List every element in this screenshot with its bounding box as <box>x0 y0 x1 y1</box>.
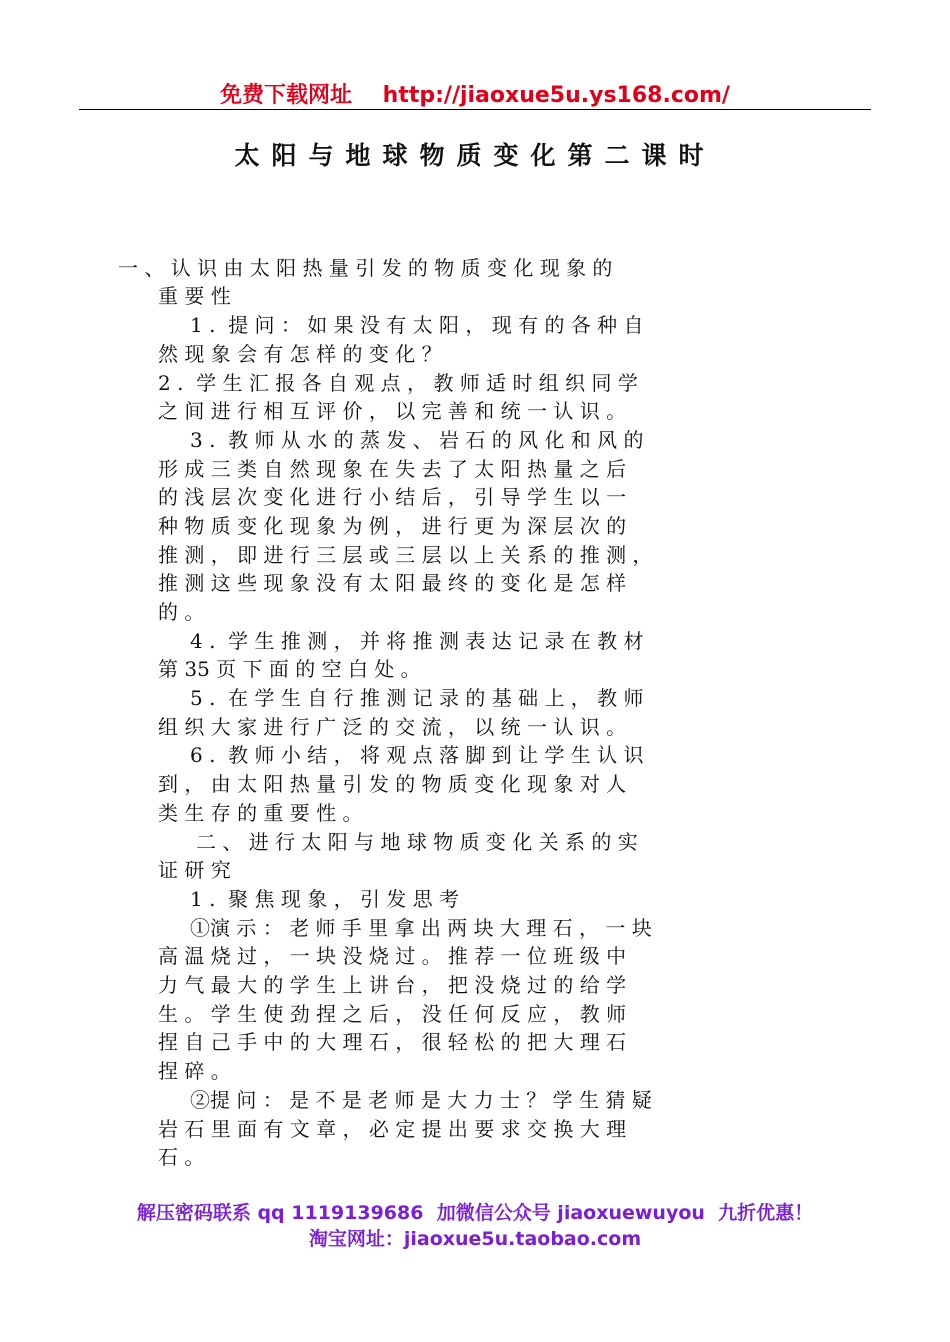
text-line: 高 温 烧 过 ， 一 块 没 烧 过 。 推 荐 一 位 班 级 中 <box>158 944 627 968</box>
page-title: 太阳与地球物质变化第二课时 <box>234 141 716 170</box>
text-line: 然 现 象 会 有 怎 样 的 变 化 ？ <box>158 342 442 366</box>
text-line: 证 研 究 <box>158 858 231 882</box>
text-line: 6 . 教 师 小 结 ， 将 观 点 落 脚 到 让 学 生 认 识 <box>190 743 644 767</box>
text-line: 3 . 教 师 从 水 的 蒸 发 、 岩 石 的 风 化 和 风 的 <box>190 428 644 452</box>
text-line: 的 。 <box>158 600 205 624</box>
text-line: 岩 石 里 面 有 文 章 ， 必 定 提 出 要 求 交 换 大 理 <box>158 1117 627 1141</box>
text-line: 类 生 存 的 重 要 性 。 <box>158 801 363 825</box>
text-line: 1 . 提 问 ： 如 果 没 有 太 阳 ， 现 有 的 各 种 自 <box>190 313 644 337</box>
text-line: 5 . 在 学 生 自 行 推 测 记 录 的 基 础 上 ， 教 师 <box>190 686 644 710</box>
footer-contact: 解压密码联系 qq 1119139686 加微信公众号 jiaoxuewuyou 九折优惠！ <box>136 1202 814 1224</box>
text-line: 推 测 ， 即 进 行 三 层 或 三 层 以 上 关 系 的 推 测 ， <box>158 543 653 567</box>
text-line: 第 35 页 下 面 的 空 白 处 。 <box>158 657 421 681</box>
text-line: 力 气 最 大 的 学 生 上 讲 台 ， 把 没 烧 过 的 给 学 <box>158 973 627 997</box>
text-line: 的 浅 层 次 变 化 进 行 小 结 后 ， 引 导 学 生 以 一 <box>158 485 627 509</box>
text-line: 捏 自 己 手 中 的 大 理 石 ， 很 轻 松 的 把 大 理 石 <box>158 1030 627 1054</box>
text-line: 之 间 进 行 相 互 评 价 ， 以 完 善 和 统 一 认 识 。 <box>158 399 627 423</box>
text-line: ①演 示 ： 老 师 手 里 拿 出 两 块 大 理 石 ， 一 块 <box>190 916 652 940</box>
text-line: 组 织 大 家 进 行 广 泛 的 交 流 ， 以 统 一 认 识 。 <box>158 715 627 739</box>
text-line: 二 、 进 行 太 阳 与 地 球 物 质 变 化 关 系 的 实 <box>196 830 638 854</box>
text-line: 1 . 聚 焦 现 象 ， 引 发 思 考 <box>190 887 460 911</box>
text-line: 重 要 性 <box>158 284 231 308</box>
text-line: ②提 问 ： 是 不 是 老 师 是 大 力 士 ？ 学 生 猜 疑 <box>190 1088 652 1112</box>
text-line: 4 . 学 生 推 测 ， 并 将 推 测 表 达 记 录 在 教 材 <box>190 629 644 653</box>
text-line: 石 。 <box>158 1145 205 1169</box>
header-divider <box>79 109 871 110</box>
text-line: 生 。 学 生 使 劲 捏 之 后 ， 没 任 何 反 应 ， 教 师 <box>158 1002 627 1026</box>
header-download-url[interactable]: 免费下载网址 http://jiaoxue5u.ys168.com/ <box>220 83 730 108</box>
text-line: 捏 碎 。 <box>158 1059 231 1083</box>
text-line: 2 . 学 生 汇 报 各 自 观 点 ， 教 师 适 时 组 织 同 学 <box>158 371 638 395</box>
footer-shop-url[interactable]: 淘宝网址：jiaoxue5u.taobao.com <box>308 1228 642 1250</box>
text-line: 形 成 三 类 自 然 现 象 在 失 去 了 太 阳 热 量 之 后 <box>158 457 627 481</box>
text-line: 推 测 这 些 现 象 没 有 太 阳 最 终 的 变 化 是 怎 样 <box>158 571 627 595</box>
text-line: 到 ， 由 太 阳 热 量 引 发 的 物 质 变 化 现 象 对 人 <box>158 772 627 796</box>
text-line: 种 物 质 变 化 现 象 为 例 ， 进 行 更 为 深 层 次 的 <box>158 514 627 538</box>
text-line: 一 、 认 识 由 太 阳 热 量 引 发 的 物 质 变 化 现 象 的 <box>118 256 613 280</box>
